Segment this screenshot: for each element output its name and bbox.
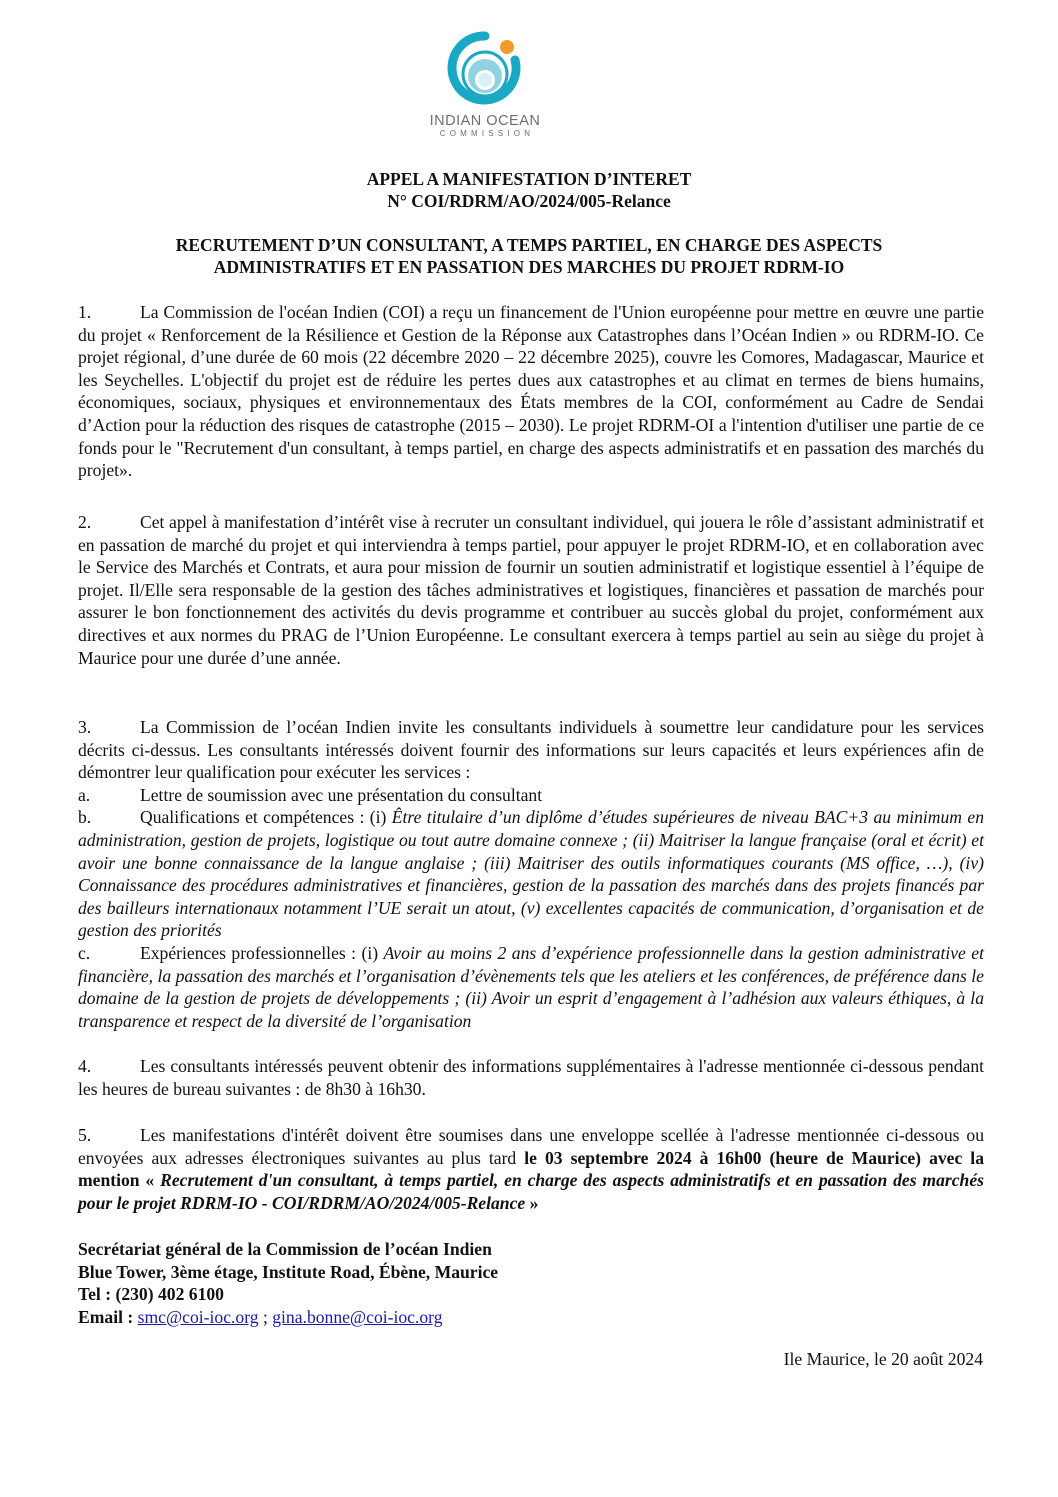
paragraph-text: La Commission de l’océan Indien invite les consultants individuels à soumettre leur candidature pour les services décrits ci-dessus. Les consultants intéressés doivent fournir des informations sur leurs capacités et leurs expériences afin de démontrer leur qualification pour exécuter les services : (78, 717, 984, 783)
contact-block (78, 1238, 498, 1328)
list-item-c (78, 942, 984, 1032)
paragraph-5 (78, 1124, 984, 1214)
paragraph-1 (78, 301, 984, 482)
subject-line-2: ADMINISTRATIFS ET EN PASSATION DES MARCHES DU PROJET RDRM-IO (213, 257, 845, 277)
contact-address: Blue Tower, 3ème étage, Institute Road, Ébène, Maurice (78, 1261, 499, 1282)
logo-emblem-icon (445, 30, 525, 108)
paragraph-4 (78, 1055, 984, 1100)
paragraph-text: Les manifestations d'intérêt doivent être soumises dans une enveloppe scellée à l'adresse mentionnée ci-dessous ou envoyées aux adresses électroniques suivantes au plus tard (78, 1125, 984, 1168)
logo-text-line1: INDIAN OCEAN (429, 113, 541, 129)
list-item-b (78, 806, 984, 942)
paragraph-text: Les consultants intéressés peuvent obtenir des informations supplémentaires à l'adresse mentionnée ci-dessous pendant les heures de bureau suivantes : de 8h30 à 16h30. (78, 1056, 984, 1099)
list-label: Qualifications et compétences : (i) (140, 807, 392, 828)
email-separator: ; (258, 1306, 273, 1327)
list-detail: Avoir au moins 2 ans d’expérience professionnelle dans la gestion administrative et financière, la passation des marchés et l’organisation d’évènements tels que les ateliers et les conférences, de préférence dans le domaine de la gestion de projets de développements ; (ii) Avoir un esprit d’engagement à l’adhésion aux valeurs éthiques, à la transparence et respect de la diversité de l’organisation (78, 942, 984, 1031)
document-title-block (0, 168, 1058, 212)
paragraph-number: 3. (78, 717, 92, 737)
paragraph-number: 1. (78, 302, 92, 322)
document-subject-block (0, 234, 1058, 278)
subject-line-1: RECRUTEMENT D’UN CONSULTANT, A TEMPS PARTIEL, EN CHARGE DES ASPECTS (175, 235, 883, 255)
list-label: Expériences professionnelles : (i) (140, 942, 384, 963)
document-reference: N° COI/RDRM/AO/2024/005-Relance (387, 191, 671, 211)
logo-text-line2: COMMISSION (439, 129, 535, 138)
document-title: APPEL A MANIFESTATION D’INTERET (366, 169, 692, 189)
paragraph-text: La Commission de l'océan Indien (COI) a reçu un financement de l'Union européenne pour mettre en œuvre une partie du projet « Renforcement de la Résilience et Gestion de la Réponse aux Catastrophes dans l’Océan Indien » ou RDRM-IO. Ce projet régional, d’une durée de 60 mois (22 décembre 2020 – 22 décembre 2025), couvre les Comores, Madagascar, Maurice et les Seychelles. L'objectif du projet est de réduire les pertes dues aux catastrophes et au climat en termes de biens humains, économiques, sociaux, physiques et environnementaux des États membres de la COI, conformément au Cadre de Sendai d’Action pour la réduction des risques de catastrophe (2015 – 2030). Le projet RDRM-OI a l'intention d'utiliser une partie de ce fonds pour le "Recrutement d'un consultant, à temps partiel, en charge des aspects administratifs et en passation des marchés du projet». (78, 302, 984, 481)
paragraph-2 (78, 511, 984, 669)
list-letter: b. (78, 807, 92, 828)
place-and-date: Ile Maurice, le 20 août 2024 (783, 1349, 983, 1369)
list-letter: a. (78, 784, 91, 805)
indian-ocean-commission-logo (415, 30, 555, 140)
list-letter: c. (78, 942, 91, 963)
mention-close: » (525, 1192, 539, 1213)
list-detail: Être titulaire d’un diplôme d’études supérieures de niveau BAC+3 au minimum en administration, gestion de projets, logistique ou tout autre domaine connexe ; (ii) Maitriser la langue française (oral et écrit) et avoir une bonne connaissance de la langue anglaise ; (iii) Maitriser des outils informatiques courants (MS office, …), (iv) Connaissance des procédures administratives et financières, gestion de la passation des marchés dans des projets financés par des bailleurs internationaux notamment l’UE serait un atout, (v) excellentes capacités de communication, d’organisation et de gestion des priorités (78, 807, 984, 941)
contact-email-line (78, 1306, 498, 1329)
list-label: Lettre de soumission avec une présentation du consultant (140, 784, 543, 805)
paragraph-text: Cet appel à manifestation d’intérêt vise à recruter un consultant individuel, qui jouera le rôle d’assistant administratif et en passation de marché du projet et qui interviendra à temps partiel, pour appuyer le projet RDRM-IO, et en collaboration avec le Service des Marchés et Contrats, et aura pour mission de fournir un soutien administratif et logistique essentiel à l’équipe de projet. Il/Elle sera responsable de la gestion des tâches administratives et logistiques, financières et passation de marchés pour assurer le bon fonctionnement des activités du devis programme et contribuer au succès global du projet, conformément aux directives et aux normes du PRAG de l’Union Européenne. Le consultant exercera à temps partiel au sein au siège du projet à Maurice pour une durée d’une année. (78, 512, 984, 668)
paragraph-number: 4. (78, 1056, 92, 1076)
paragraph-number: 2. (78, 512, 92, 532)
list-item-a (78, 784, 984, 807)
contact-telephone: Tel : (230) 402 6100 (78, 1284, 224, 1305)
paragraph-3 (78, 716, 984, 1032)
submission-mention: Recrutement d'un consultant, à temps partiel, en charge des aspects administratifs et en passation des marchés pour le projet RDRM-IO - COI/RDRM/AO/2024/005-Relance (78, 1170, 985, 1213)
email-link-gina-bonne[interactable]: gina.bonne@coi-ioc.org (272, 1306, 443, 1327)
paragraph-number: 5. (78, 1125, 92, 1145)
email-link-smc[interactable]: smc@coi-ioc.org (137, 1306, 259, 1327)
submission-deadline: le 03 septembre 2024 à 16h00 (heure de Maurice) avec la mention « (78, 1147, 984, 1191)
email-label: Email : (78, 1306, 138, 1327)
contact-organization: Secrétariat général de la Commission de l’océan Indien (78, 1239, 492, 1259)
